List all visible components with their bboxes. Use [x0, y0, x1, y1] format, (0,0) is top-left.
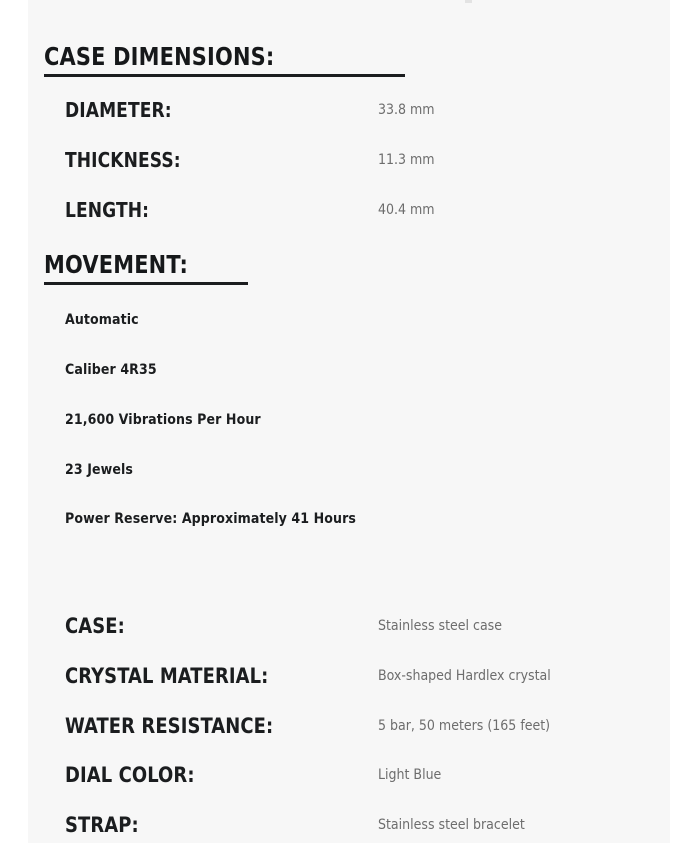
- spec-row: [28, 148, 670, 174]
- movement-item: 23 Jewels: [65, 462, 134, 478]
- movement-item: Caliber 4R35: [65, 362, 157, 378]
- spec-label: DIAMETER:: [65, 98, 172, 122]
- spec-row: [28, 813, 670, 839]
- spec-label: CASE:: [65, 614, 125, 638]
- section-rule-case-dimensions: [44, 74, 405, 77]
- section-heading-case-dimensions: CASE DIMENSIONS:: [44, 42, 275, 71]
- spec-row: [28, 714, 670, 740]
- spec-value: Box-shaped Hardlex crystal: [378, 668, 551, 684]
- spec-label: THICKNESS:: [65, 148, 181, 172]
- spec-row: [28, 198, 670, 224]
- spec-row: [28, 614, 670, 640]
- movement-item: Power Reserve: Approximately 41 Hours: [65, 511, 357, 527]
- spec-label: DIAL COLOR:: [65, 763, 195, 787]
- spec-label: WATER RESISTANCE:: [65, 714, 274, 738]
- spec-label: CRYSTAL MATERIAL:: [65, 664, 269, 688]
- spec-value: Light Blue: [378, 767, 442, 783]
- movement-item: 21,600 Vibrations Per Hour: [65, 412, 261, 428]
- spec-value: 33.8 mm: [378, 102, 435, 118]
- spec-value: 5 bar, 50 meters (165 feet): [378, 718, 551, 734]
- spec-value: 11.3 mm: [378, 152, 435, 168]
- clipped-text-artifact: [465, 0, 472, 3]
- specification-panel: [28, 0, 670, 843]
- spec-label: STRAP:: [65, 813, 139, 837]
- spec-row: [28, 763, 670, 789]
- spec-row: [28, 664, 670, 690]
- spec-value: Stainless steel bracelet: [378, 817, 525, 833]
- section-heading-movement: MOVEMENT:: [44, 250, 189, 279]
- spec-value: Stainless steel case: [378, 618, 502, 634]
- spec-value: 40.4 mm: [378, 202, 435, 218]
- movement-item: Automatic: [65, 312, 139, 328]
- section-rule-movement: [44, 282, 248, 285]
- spec-label: LENGTH:: [65, 198, 150, 222]
- spec-row: [28, 98, 670, 124]
